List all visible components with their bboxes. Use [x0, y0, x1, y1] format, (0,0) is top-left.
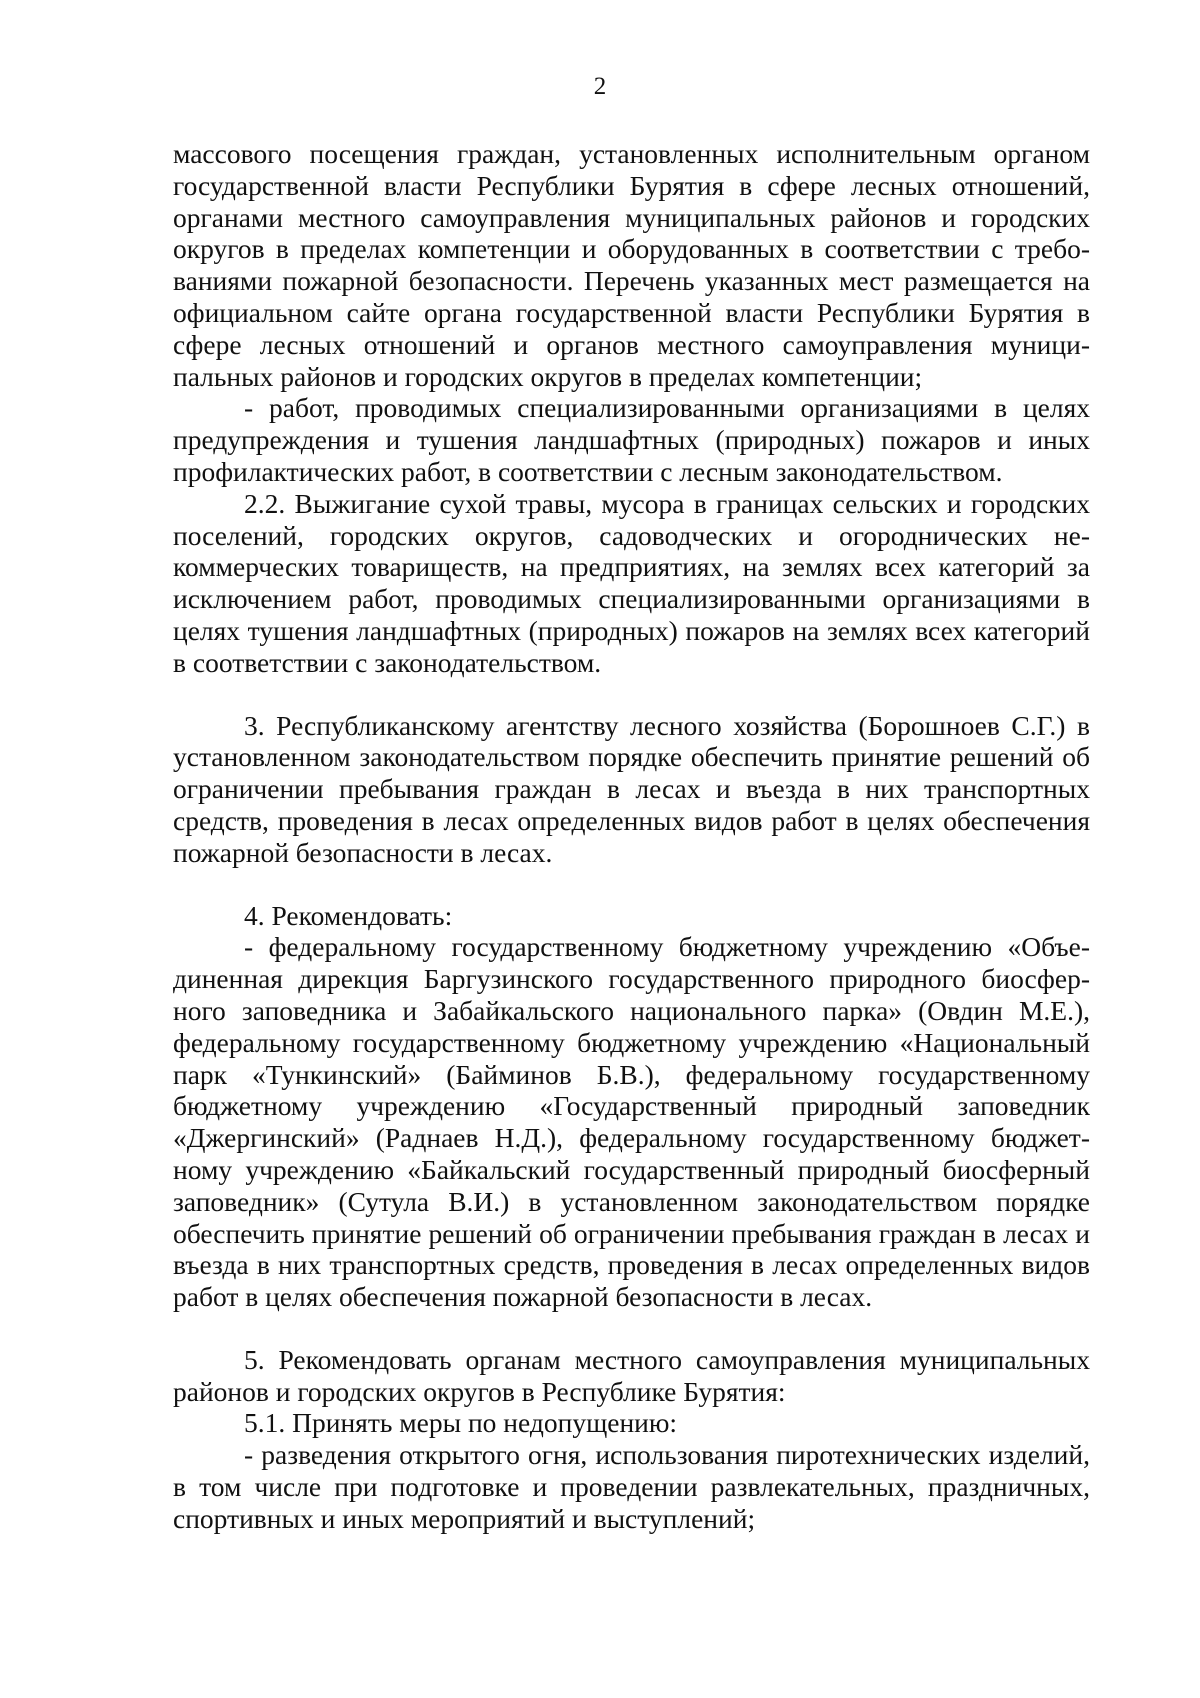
document-body: [173, 138, 1090, 1535]
paragraph-specialized-works: - работ, проводимых специализированными организациями в целях предупреждения и тушения ландшафтных (природных) пожаров и иных профилактических работ, в соответствии с лесным законодательством.: [173, 392, 1090, 487]
page-number: 2: [593, 73, 607, 100]
paragraph-5-1-measures: 5.1. Принять меры по недопущению:: [244, 1407, 678, 1439]
paragraph-3-forestry-agency: 3. Республиканскому агентству лесного хозяйства (Борошноев С.Г.) в установленном законодательством порядке обеспечить принятие решений об ограничении пребывания граждан в лесах и въезда в них транспортных средств, проведения в лесах определенных видов работ в целях обеспечения пожарной безопасности в лесах.: [173, 709, 1090, 868]
paragraph-5-local-authorities: 5. Рекомендовать органам местного самоуправления муниципальных районов и городских округов в Республике Бурятия:: [173, 1343, 1090, 1407]
paragraph-4-reserves: - федеральному государственному бюджетному учреждению «Объединенная дирекция Баргузинского государственного природного биосферного заповедника и Забайкальского национального парка» (Овдин М.Е.), федеральному государственному бюджетному учреждению «Национальный парк «Тункинский» (Байминов Б.В.), федеральному государственному бюджетному учреждению «Государственный природный заповедник «Джергинский» (Раднаев Н.Д.), федеральному государственному бюджетному учреждению «Байкальский государственный природный биосферный заповедник» (Сутула В.И.) в установленном законодательством порядке обеспечить принятие решений об ограничении пребывания граждан в лесах и въезда в них транспортных средств, проведения в лесах определенных видов работ в целях обеспечения пожарной безопасности в лесах.: [173, 931, 1090, 1313]
paragraph-open-fire: - разведения открытого огня, использования пиротехнических изделий, в том числе при подготовке и проведении развлекательных, праздничных, спортивных и иных мероприятий и выступлений;: [173, 1439, 1090, 1534]
paragraph-4-recommend: 4. Рекомендовать:: [244, 899, 453, 931]
paragraph-2-2-burning-ban: 2.2. Выжигание сухой травы, мусора в границах сельских и городских поселений, городских округов, садоводческих и огороднических некоммерческих товариществ, на предприятиях, на землях всех категорий за исключением работ, проводимых специализированными организациями в целях тушения ландшафтных (природных) пожаров на землях всех категорий в соответствии с законодательством.: [173, 487, 1090, 678]
paragraph-mass-visit-places: массового посещения граждан, установленных исполнительным органом государственной власти Республики Бурятия в сфере лесных отношений, органами местного самоуправления муниципальных районов и городских округов в пределах компетенции и оборудованных в соответствии с требованиями пожарной безопасности. Перечень указанных мест размещается на официальном сайте органа государственной власти Республики Бурятия в сфере лесных отношений и органов местного самоуправления муниципальных районов и городских округов в пределах компетенции;: [173, 138, 1090, 392]
